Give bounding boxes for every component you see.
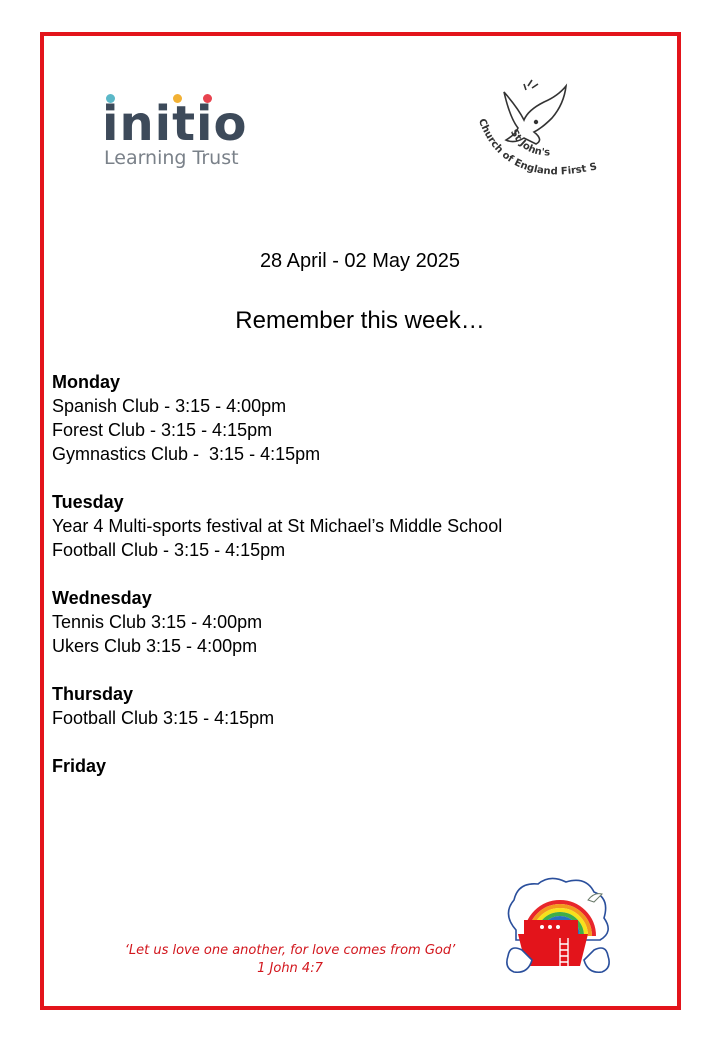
day-friday <box>52 754 672 778</box>
list-item: Football Club - 3:15 - 4:15pm <box>52 540 286 560</box>
quote-reference: 1 John 4:7 <box>257 961 323 976</box>
week-dates: 28 April - 02 May 2025 <box>259 250 461 272</box>
school-logo-subtitle: Church of England First S <box>475 117 599 178</box>
ark-rainbow-icon <box>502 874 614 980</box>
svg-text:Church of England First School <box>466 78 598 177</box>
weekly-schedule <box>52 370 672 802</box>
school-logo <box>466 78 606 198</box>
list-item: Football Club 3:15 - 4:15pm <box>52 708 275 728</box>
day-title: Tuesday <box>52 492 124 512</box>
list-item: Spanish Club - 3:15 - 4:00pm <box>52 396 287 416</box>
initio-logo <box>102 92 262 172</box>
list-item: Forest Club - 3:15 - 4:15pm <box>52 420 273 440</box>
initio-logo-word: initio <box>102 96 248 152</box>
noahs-ark-logo <box>502 874 614 980</box>
day-title: Monday <box>52 372 121 392</box>
day-tuesday <box>52 490 672 562</box>
day-title: Friday <box>52 756 107 776</box>
dove-icon <box>466 78 606 198</box>
day-title: Wednesday <box>52 588 152 608</box>
list-item: Ukers Club 3:15 - 4:00pm <box>52 636 258 656</box>
initio-logo-subtitle: Learning Trust <box>104 147 239 169</box>
day-wednesday <box>52 586 672 658</box>
list-item: Tennis Club 3:15 - 4:00pm <box>52 612 263 632</box>
bible-quote <box>60 942 520 978</box>
page-title: Remember this week… <box>235 307 485 334</box>
school-logo-name: St John's <box>507 127 551 159</box>
day-title: Thursday <box>52 684 134 704</box>
day-thursday <box>52 682 672 730</box>
day-monday <box>52 370 672 466</box>
list-item: Gymnastics Club - 3:15 - 4:15pm <box>52 444 321 464</box>
svg-text:St John's <box>508 128 550 159</box>
quote-text: ‘Let us love one another, for love comes from God’ <box>124 943 456 958</box>
list-item: Year 4 Multi-sports festival at St Michael’s Middle School <box>52 516 503 536</box>
